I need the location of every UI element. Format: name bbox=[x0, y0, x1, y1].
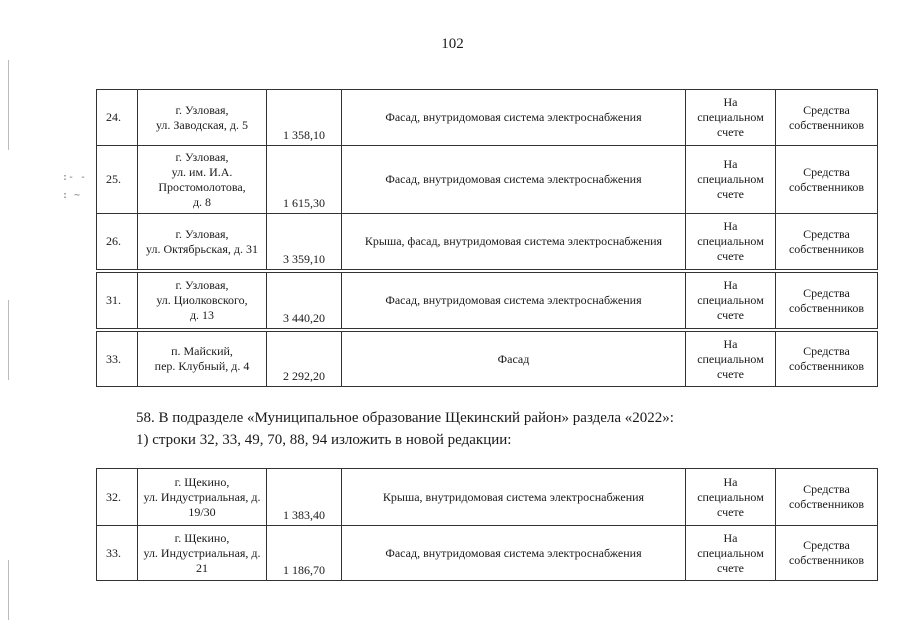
funding-cell: Средства собственников bbox=[776, 146, 878, 214]
area-cell: 1 383,40 bbox=[267, 469, 342, 526]
row-number: 33. bbox=[97, 332, 138, 387]
account-cell: На специальном счете bbox=[686, 214, 776, 270]
account-cell: На специальном счете bbox=[686, 90, 776, 146]
table-row bbox=[97, 214, 878, 270]
row-number: 33. bbox=[97, 526, 138, 581]
address-cell: г. Узловая, ул. Октябрьская, д. 31 bbox=[138, 214, 267, 270]
address-cell: г. Узловая, ул. им. И.А. Простомолотова, д. 8 bbox=[138, 146, 267, 214]
repair-table-1 bbox=[96, 89, 878, 387]
margin-scan-mark: :- - bbox=[62, 172, 87, 183]
works-cell: Фасад, внутридомовая система электроснабжения bbox=[342, 273, 686, 329]
area-cell: 3 359,10 bbox=[267, 214, 342, 270]
funding-cell: Средства собственников bbox=[776, 332, 878, 387]
page-number: 102 bbox=[441, 36, 464, 52]
table-row bbox=[97, 273, 878, 329]
area-cell: 1 358,10 bbox=[267, 90, 342, 146]
page-edge-mark bbox=[8, 560, 9, 620]
funding-cell: Средства собственников bbox=[776, 273, 878, 329]
works-cell: Фасад, внутридомовая система электроснабжения bbox=[342, 90, 686, 146]
address-cell: г. Щекино, ул. Индустриальная, д. 21 bbox=[138, 526, 267, 581]
works-cell: Фасад, внутридомовая система электроснабжения bbox=[342, 526, 686, 581]
amendment-subparagraph: 1) строки 32, 33, 49, 70, 88, 94 изложить в новой редакции: bbox=[136, 432, 512, 448]
page-edge-mark bbox=[8, 60, 9, 150]
account-cell: На специальном счете bbox=[686, 526, 776, 581]
funding-cell: Средства собственников bbox=[776, 469, 878, 526]
table-row bbox=[97, 146, 878, 214]
table-row bbox=[97, 469, 878, 526]
address-cell: п. Майский, пер. Клубный, д. 4 bbox=[138, 332, 267, 387]
amendment-paragraph: 58. В подразделе «Муниципальное образование Щекинский район» раздела «2022»: bbox=[136, 410, 674, 426]
account-cell: На специальном счете bbox=[686, 273, 776, 329]
table-row bbox=[97, 332, 878, 387]
margin-scan-mark: : ~ bbox=[62, 190, 81, 201]
row-number: 25. bbox=[97, 146, 138, 214]
account-cell: На специальном счете bbox=[686, 332, 776, 387]
area-cell: 2 292,20 bbox=[267, 332, 342, 387]
area-cell: 1 186,70 bbox=[267, 526, 342, 581]
page-edge-mark bbox=[8, 300, 9, 380]
works-cell: Крыша, внутридомовая система электроснабжения bbox=[342, 469, 686, 526]
repair-table-2 bbox=[96, 468, 878, 581]
table-row bbox=[97, 90, 878, 146]
area-cell: 1 615,30 bbox=[267, 146, 342, 214]
account-cell: На специальном счете bbox=[686, 146, 776, 214]
works-cell: Фасад bbox=[342, 332, 686, 387]
funding-cell: Средства собственников bbox=[776, 214, 878, 270]
works-cell: Фасад, внутридомовая система электроснабжения bbox=[342, 146, 686, 214]
address-cell: г. Узловая, ул. Циолковского, д. 13 bbox=[138, 273, 267, 329]
row-number: 24. bbox=[97, 90, 138, 146]
row-number: 26. bbox=[97, 214, 138, 270]
address-cell: г. Щекино, ул. Индустриальная, д. 19/30 bbox=[138, 469, 267, 526]
area-cell: 3 440,20 bbox=[267, 273, 342, 329]
row-number: 32. bbox=[97, 469, 138, 526]
account-cell: На специальном счете bbox=[686, 469, 776, 526]
address-cell: г. Узловая, ул. Заводская, д. 5 bbox=[138, 90, 267, 146]
works-cell: Крыша, фасад, внутридомовая система электроснабжения bbox=[342, 214, 686, 270]
funding-cell: Средства собственников bbox=[776, 526, 878, 581]
row-number: 31. bbox=[97, 273, 138, 329]
funding-cell: Средства собственников bbox=[776, 90, 878, 146]
table-row bbox=[97, 526, 878, 581]
